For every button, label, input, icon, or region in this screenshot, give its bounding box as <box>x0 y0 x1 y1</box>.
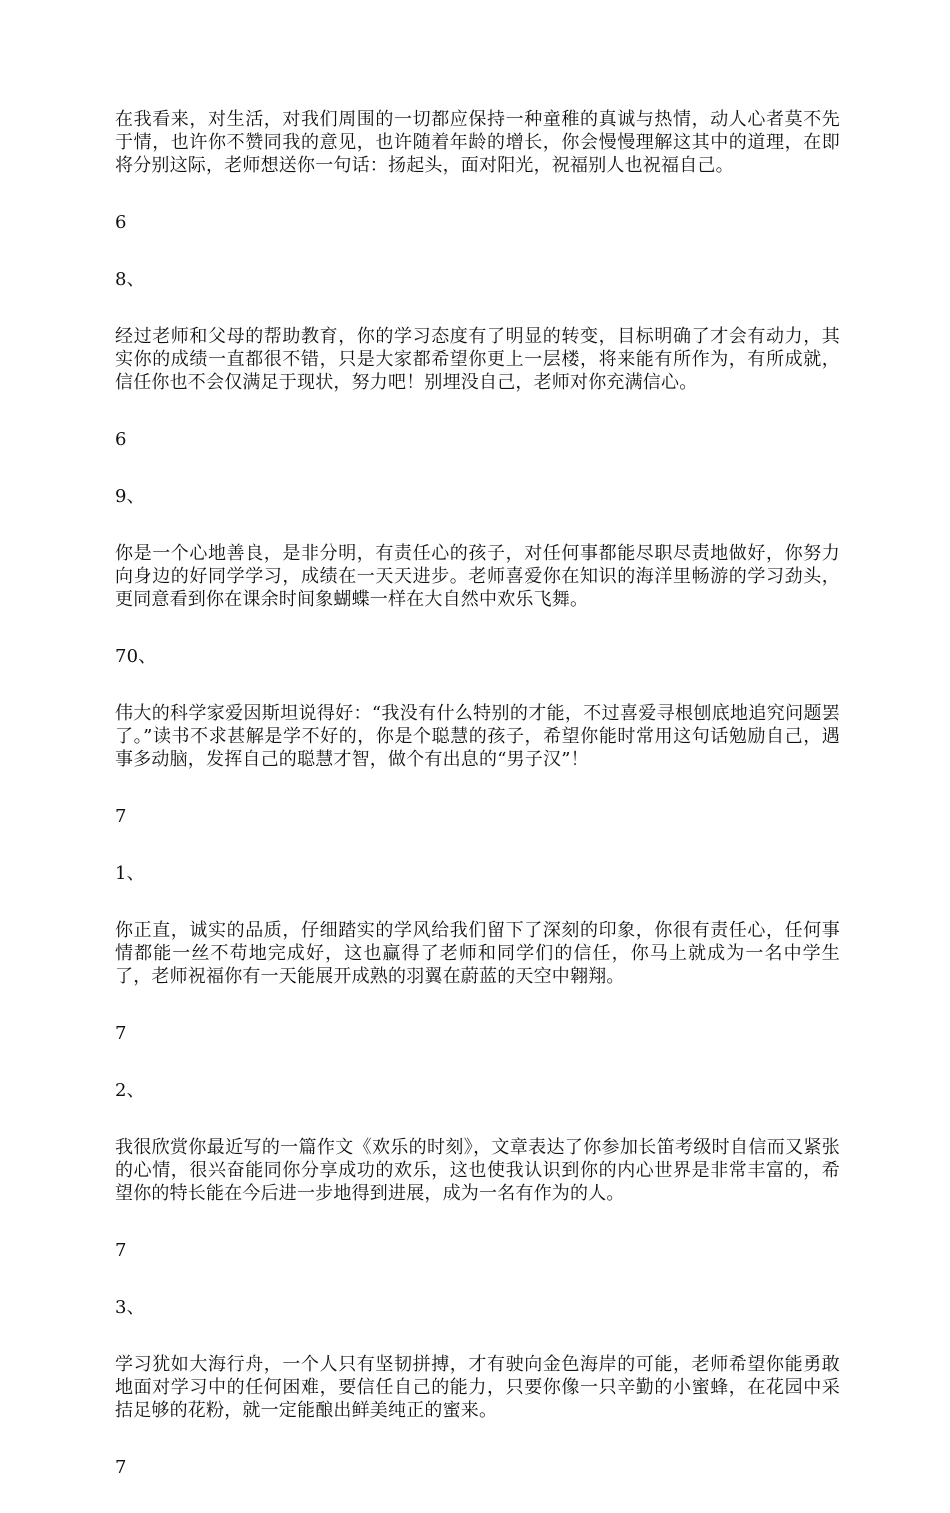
paragraph-comment: 你是一个心地善良，是非分明，有责任心的孩子，对任何事都能尽职尽责地做好，你努力向身边的好同学学习，成绩在一天天进步。老师喜爱你在知识的海洋里畅游的学习劲头，更同意看到你在课余时间象蝴蝶一样在大自然中欢乐飞舞。 <box>115 543 840 610</box>
paragraph-index: 1、 <box>115 863 145 884</box>
paragraph-index: 2、 <box>115 1080 145 1101</box>
document-page <box>115 108 840 1513</box>
paragraph-index: 8、 <box>115 269 145 290</box>
paragraph-index: 70、 <box>115 646 157 667</box>
paragraph-index: 9、 <box>115 486 145 507</box>
paragraph-number: 7 <box>115 1023 127 1044</box>
paragraph-number: 6 <box>115 212 127 233</box>
paragraph-comment: 伟大的科学家爱因斯坦说得好：“我没有什么特别的才能，不过喜爱寻根刨底地追究问题罢了。”读书不求甚解是学不好的，你是个聪慧的孩子，希望你能时常用这句话勉励自己，遇事多动脑，发挥自己的聪慧才智，做个有出息的“男子汉”！ <box>115 703 840 770</box>
paragraph-number: 7 <box>115 1457 127 1478</box>
paragraph-number: 7 <box>115 1240 127 1261</box>
paragraph-number: 6 <box>115 429 127 450</box>
paragraph-comment: 学习犹如大海行舟，一个人只有坚韧拼搏，才有驶向金色海岸的可能，老师希望你能勇敢地面对学习中的任何困难，要信任自己的能力，只要你像一只辛勤的小蜜蜂，在花园中采拮足够的花粉，就一定能酿出鲜美纯正的蜜来。 <box>115 1354 840 1421</box>
paragraph-index: 3、 <box>115 1297 145 1318</box>
paragraph-comment: 在我看来，对生活，对我们周围的一切都应保持一种童稚的真诚与热情，动人心者莫不先于情，也许你不赞同我的意见，也许随着年龄的增长，你会慢慢理解这其中的道理，在即将分别这际，老师想送你一句话：扬起头，面对阳光，祝福别人也祝福自己。 <box>115 109 840 176</box>
paragraph-number: 7 <box>115 806 127 827</box>
paragraph-comment: 你正直，诚实的品质，仔细踏实的学风给我们留下了深刻的印象，你很有责任心，任何事情都能一丝不苟地完成好，这也赢得了老师和同学们的信任，你马上就成为一名中学生了，老师祝福你有一天能展开成熟的羽翼在蔚蓝的天空中翱翔。 <box>115 920 840 987</box>
paragraph-comment: 经过老师和父母的帮助教育，你的学习态度有了明显的转变，目标明确了才会有动力，其实你的成绩一直都很不错，只是大家都希望你更上一层楼，将来能有所作为，有所成就，信任你也不会仅满足于现状，努力吧！别埋没自己，老师对你充满信心。 <box>115 326 840 393</box>
paragraph-comment: 我很欣赏你最近写的一篇作文《欢乐的时刻》，文章表达了你参加长笛考级时自信而又紧张的心情，很兴奋能同你分享成功的欢乐，这也使我认识到你的内心世界是非常丰富的，希望你的特长能在今后进一步地得到进展，成为一名有作为的人。 <box>115 1137 840 1204</box>
